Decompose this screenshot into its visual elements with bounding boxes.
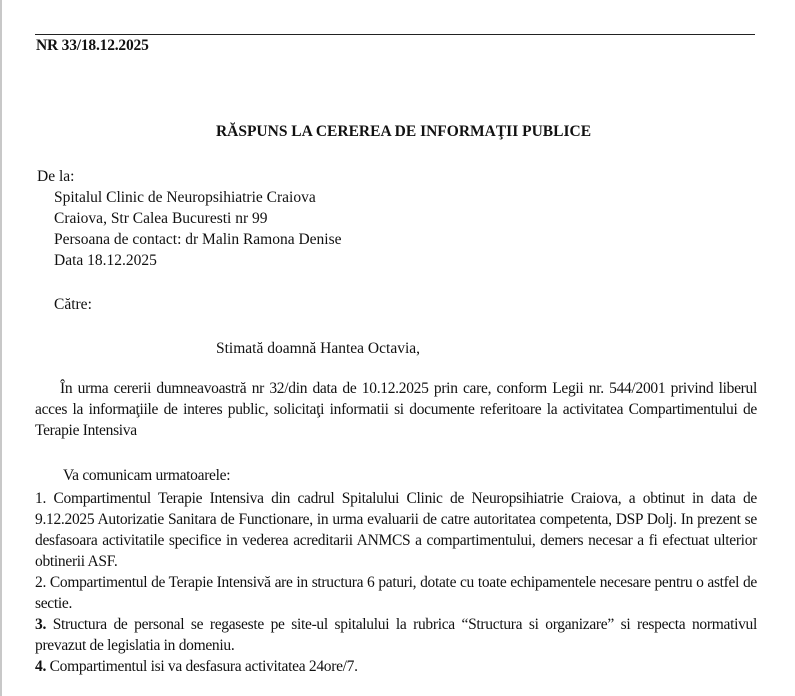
item-text: Compartimentul de Terapie Intensivă are in structura 6 paturi, dotate cu toate echipamentele necesare pentru o astfel de sectie.	[35, 574, 757, 612]
sender-address: Craiova, Str Calea Bucuresti nr 99	[54, 210, 268, 227]
sender-contact: Persoana de contact: dr Malin Ramona Denise	[54, 231, 342, 248]
sender-institution: Spitalul Clinic de Neuropsihiatrie Craiova	[54, 189, 316, 206]
salutation: Stimată doamnă Hantea Octavia,	[216, 340, 421, 357]
list-item	[35, 656, 757, 677]
from-label: De la:	[37, 168, 75, 185]
page-left-edge	[0, 0, 2, 696]
document-title: RĂSPUNS LA CEREREA DE INFORMAŢII PUBLICE	[215, 123, 592, 140]
to-label: Către:	[54, 296, 92, 313]
item-text: Structura de personal se regaseste pe site-ul spitalului la rubrica “Structura si organizare” si respecta normativul prevazut de legislatia in domeniu.	[35, 616, 758, 654]
document-number: NR 33/18.12.2025	[36, 37, 149, 54]
sender-block	[54, 187, 342, 271]
header-rule	[35, 34, 755, 35]
intro-paragraph: În urma cererii dumneavoastră nr 32/din data de 10.12.2025 prin care, conform Legii nr. 544/2001 privind liberul acces la informaţiile de interes public, solicitaţi informatii si documente referitoare la activitatea Compartimentului de Terapie Intensiva	[35, 380, 757, 439]
item-number: 3.	[35, 616, 47, 633]
item-number: 2.	[35, 574, 47, 591]
list-item	[35, 488, 757, 572]
item-number: 4.	[35, 658, 47, 675]
item-text: Compartimentul Terapie Intensiva din cadrul Spitalului Clinic de Neuropsihiatrie Craiova, a obtinut in data de 9.12.2025 Autorizatie Sanitara de Functionare, in urma evaluarii de catre autoritatea competenta, DSP Dolj. In prezent se desfasoara activitatile specifice in vederea acreditarii ANMCS a compartimentului, demers necesar a fi efectuat ulterior obtinerii ASF.	[35, 490, 757, 570]
item-number: 1.	[35, 490, 47, 507]
item-text: Compartimentul isi va desfasura activitatea 24ore/7.	[49, 658, 358, 675]
list-item	[35, 572, 757, 614]
response-list	[35, 488, 757, 677]
communicate-label: Va comunicam urmatoarele:	[63, 467, 231, 484]
sender-date: Data 18.12.2025	[54, 252, 157, 269]
list-item	[35, 614, 757, 656]
